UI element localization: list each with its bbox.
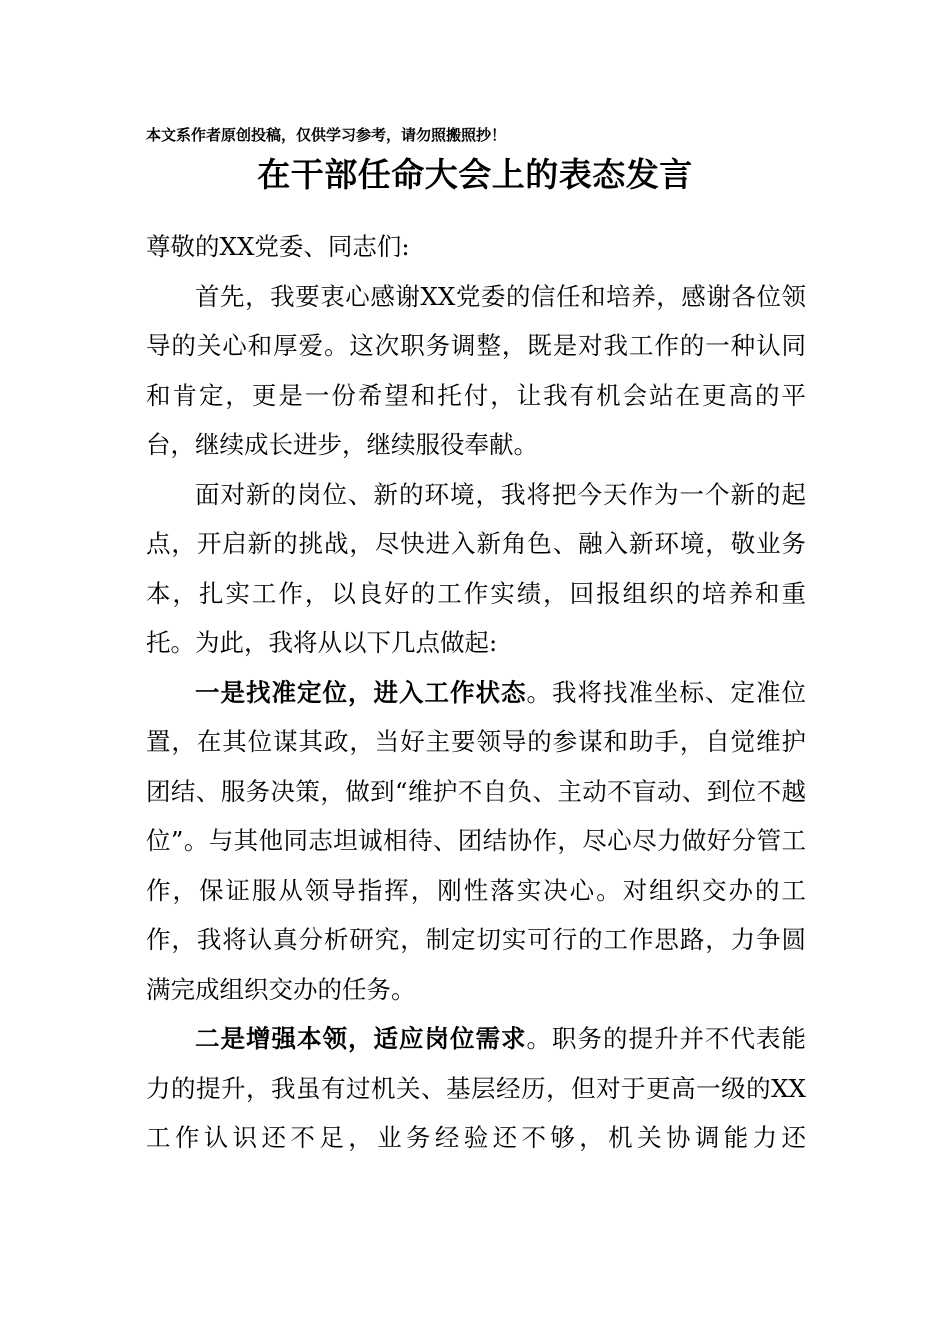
paragraph-1 [146,272,806,470]
paragraph-4 [146,1014,806,1163]
body-text [146,222,806,1163]
page-title: 在干部任命大会上的表态发言 [257,155,693,194]
paragraph-lead-heading: 二是增强本领，适应岗位需求 [195,1024,527,1053]
paragraph-text: 。我将找准坐标、定准位置，在其位谋其政，当好主要领导的参谋和助手，自觉维护团结、服务决策，做到“维护不自负、主动不盲动、到位不越位”。与其他同志坦诚相待、团结协作，尽心尽力做好分管工作，保证服从领导指挥，刚性落实决心。对组织交办的工作，我将认真分析研究，制定切实可行的工作思路，力争圆满完成组织交办的任务。 [146,677,806,1004]
paragraph-text: 。职务的提升并不代表能力的提升，我虽有过机关、基层经历，但对于更高一级的XX工作认识还不足，业务经验还不够，机关协调能力还 [146,1024,806,1152]
paragraph-3 [146,668,806,1015]
paragraph-text: 面对新的岗位、新的环境，我将把今天作为一个新的起点，开启新的挑战，尽快进入新角色、融入新环境，敬业务本，扎实工作，以良好的工作实绩，回报组织的培养和重托。为此，我将从以下几点做起: [146,479,806,657]
disclaimer-note: 本文系作者原创投稿，仅供学习参考，请勿照搬照抄！ [146,126,507,144]
paragraph-lead-heading: 一是找准定位，进入工作状态 [195,677,527,707]
salutation: 尊敬的XX党委、同志们: [146,232,410,261]
paragraph-2 [146,470,806,668]
paragraph-text: 首先，我要衷心感谢XX党委的信任和培养，感谢各位领导的关心和厚爱。这次职务调整，既是对我工作的一种认同和肯定，更是一份希望和托付，让我有机会站在更高的平台，继续成长进步，继续服役奉献。 [146,281,806,459]
